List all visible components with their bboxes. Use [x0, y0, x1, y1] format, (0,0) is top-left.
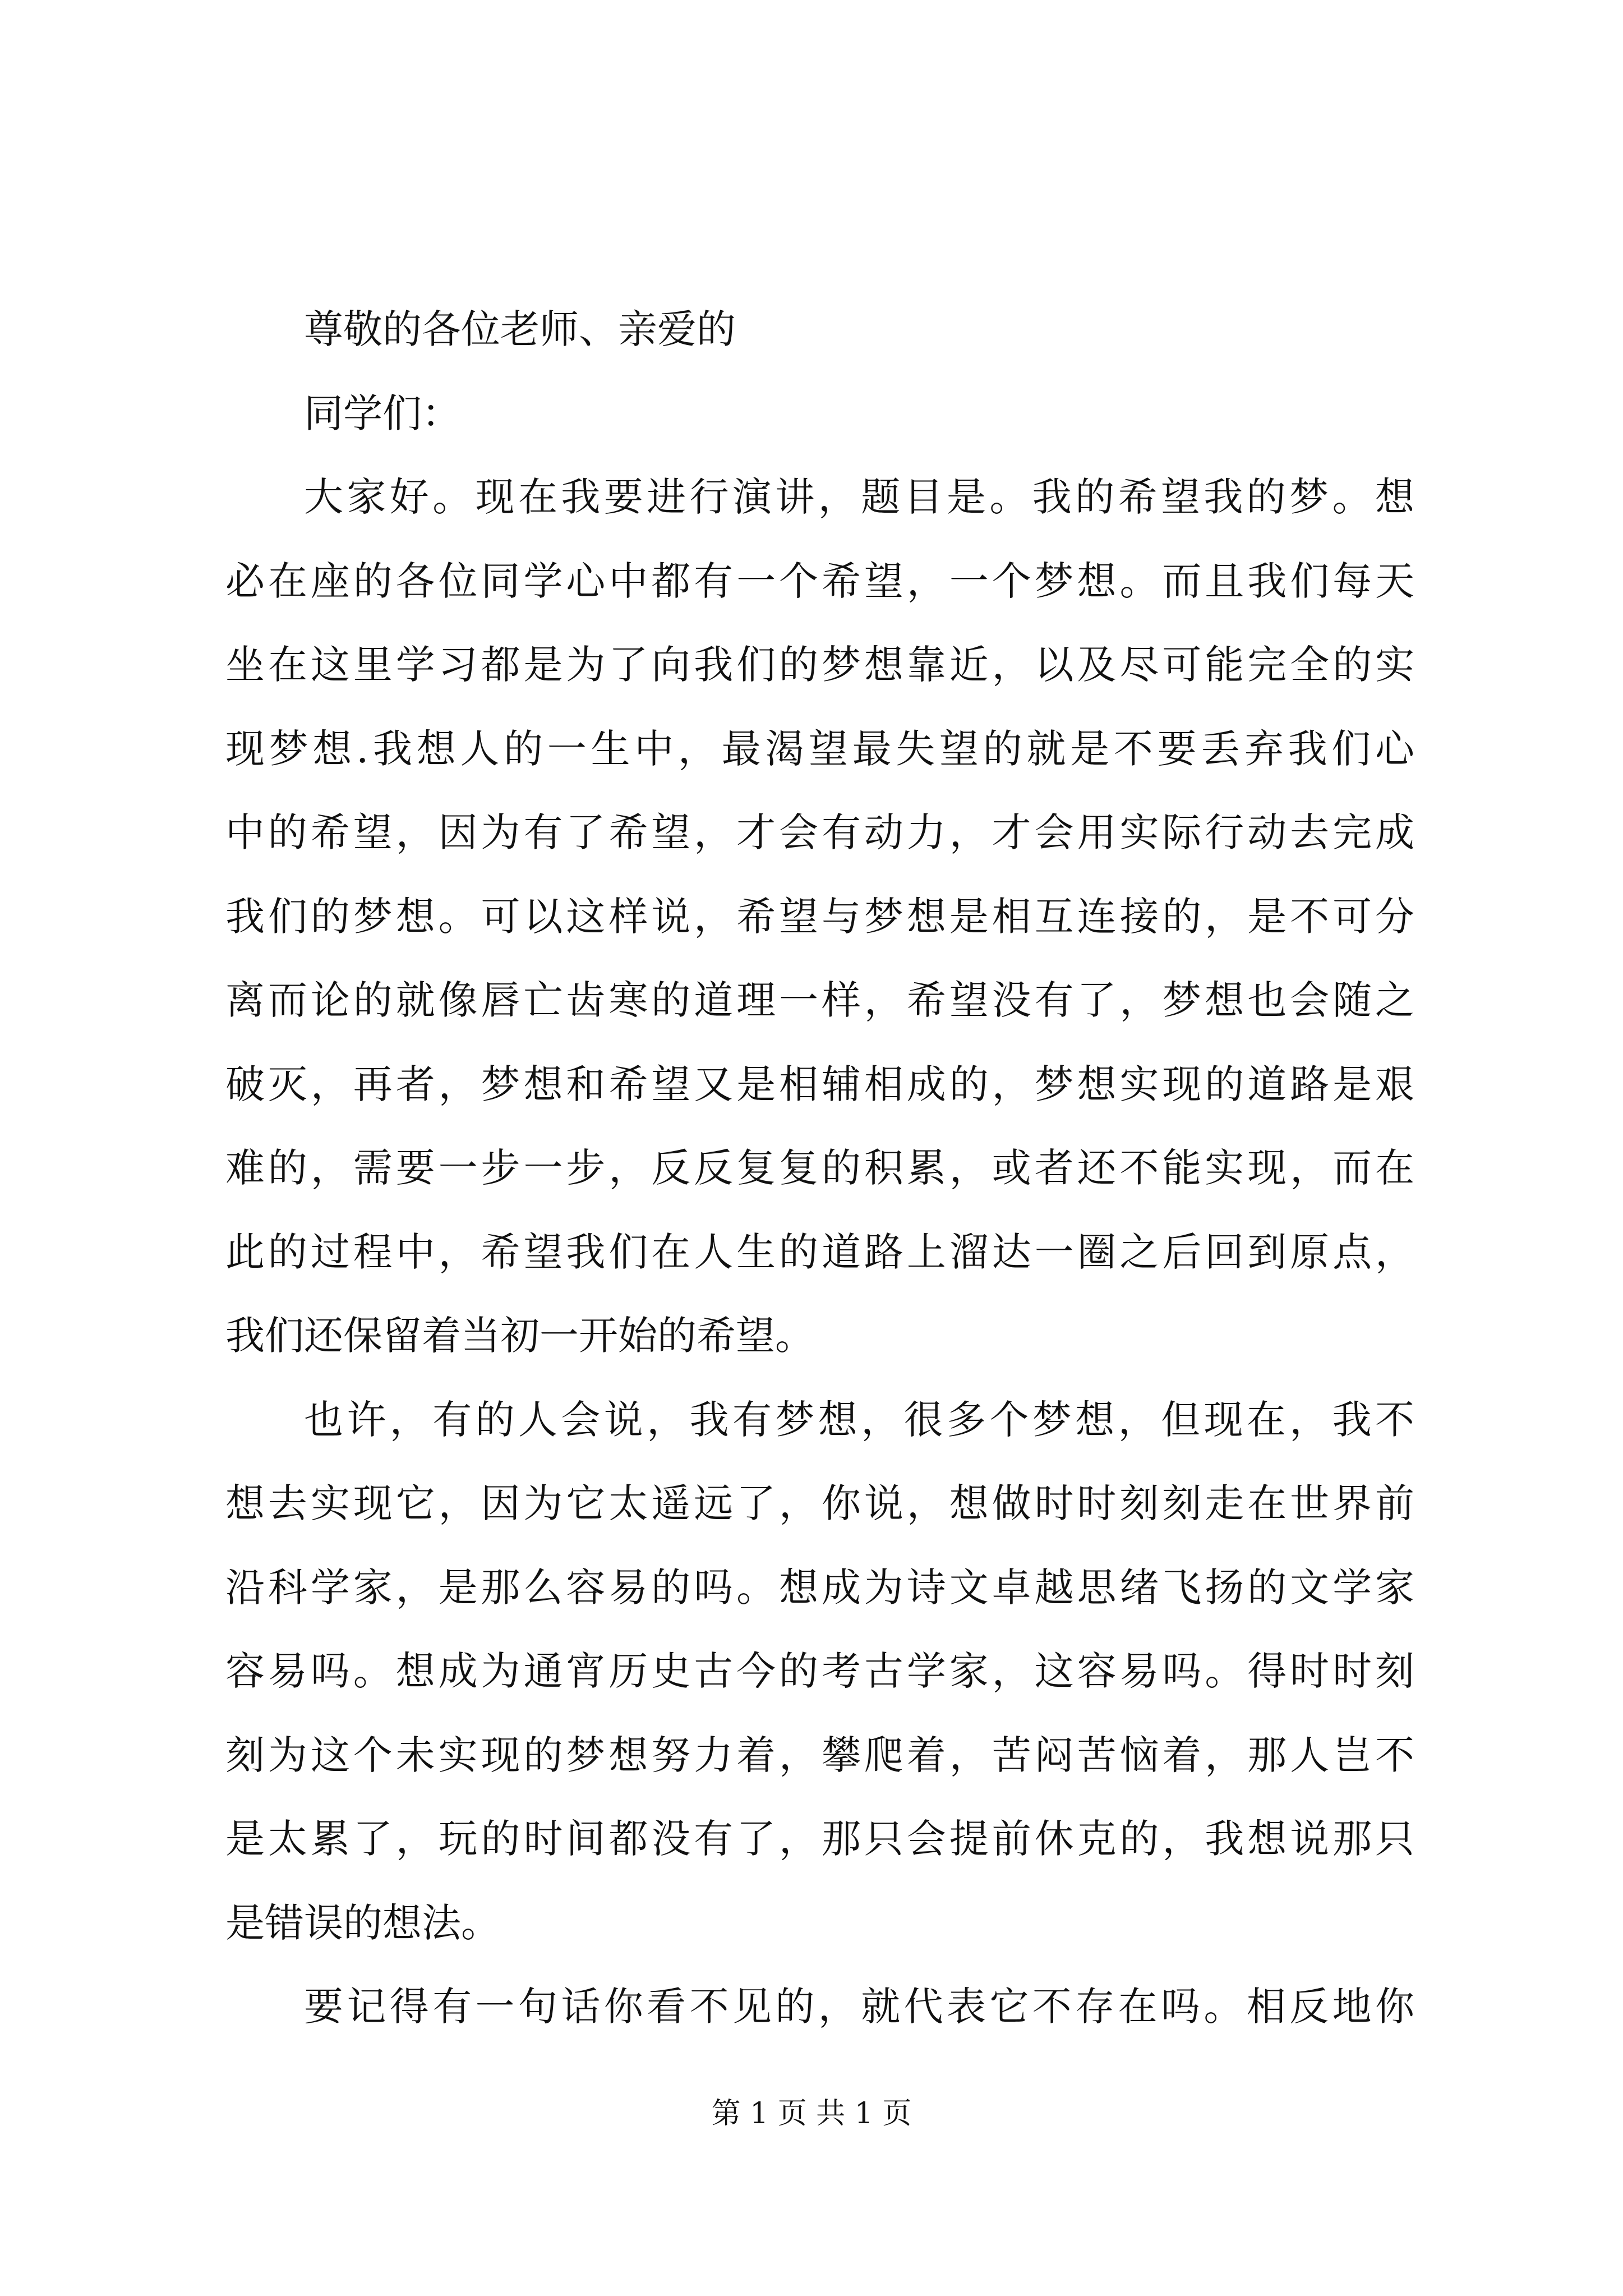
- paragraph-line: 容易吗。想成为通宵历史古今的考古学家，这容易吗。得时时刻: [225, 1648, 1414, 1694]
- paragraph-line: 我们还保留着当初一开始的希望。: [225, 1313, 814, 1359]
- paragraph-line: 中的希望，因为有了希望，才会有动力，才会用实际行动去完成: [225, 809, 1414, 855]
- paragraph-line: 此的过程中，希望我们在人生的道路上溜达一圈之后回到原点，: [225, 1228, 1414, 1275]
- paragraph-line: 必在座的各位同学心中都有一个希望，一个梦想。而且我们每天: [225, 558, 1414, 604]
- paragraph-line: 我们的梦想。可以这样说，希望与梦想是相互连接的，是不可分: [225, 893, 1414, 940]
- paragraph-line: 沿科学家，是那么容易的吗。想成为诗文卓越思绪飞扬的文学家: [225, 1564, 1414, 1611]
- paragraph-line: 想去实现它，因为它太遥远了，你说，想做时时刻刻走在世界前: [225, 1480, 1414, 1526]
- page-footer: 第 1 页 共 1 页: [711, 2097, 912, 2131]
- paragraph-line: 大家好。现在我要进行演讲，题目是。我的希望我的梦。想: [304, 474, 1414, 520]
- paragraph-line: 也许，有的人会说，我有梦想，很多个梦想，但现在，我不: [304, 1396, 1414, 1443]
- paragraph-line: 现梦想.我想人的一生中，最渴望最失望的就是不要丢弃我们心: [225, 725, 1414, 772]
- salutation-line: 同学们：: [304, 390, 461, 436]
- paragraph-line: 是错误的想法。: [225, 1899, 500, 1946]
- paragraph-line: 要记得有一句话你看不见的，就代表它不存在吗。相反地你: [304, 1984, 1414, 2030]
- paragraph-line: 离而论的就像唇亡齿寒的道理一样，希望没有了，梦想也会随之: [225, 977, 1414, 1023]
- paragraph-line: 破灭，再者，梦想和希望又是相辅相成的，梦想实现的道路是艰: [225, 1061, 1414, 1107]
- paragraph-line: 是太累了，玩的时间都没有了，那只会提前休克的，我想说那只: [225, 1816, 1414, 1862]
- salutation-line: 尊敬的各位老师、亲爱的: [304, 306, 736, 352]
- paragraph-line: 难的，需要一步一步，反反复复的积累，或者还不能实现，而在: [225, 1145, 1414, 1191]
- document-body: [225, 306, 1414, 2071]
- paragraph-line: 刻为这个未实现的梦想努力着，攀爬着，苦闷苦恼着，那人岂不: [225, 1732, 1414, 1778]
- paragraph-line: 坐在这里学习都是为了向我们的梦想靠近，以及尽可能完全的实: [225, 642, 1414, 688]
